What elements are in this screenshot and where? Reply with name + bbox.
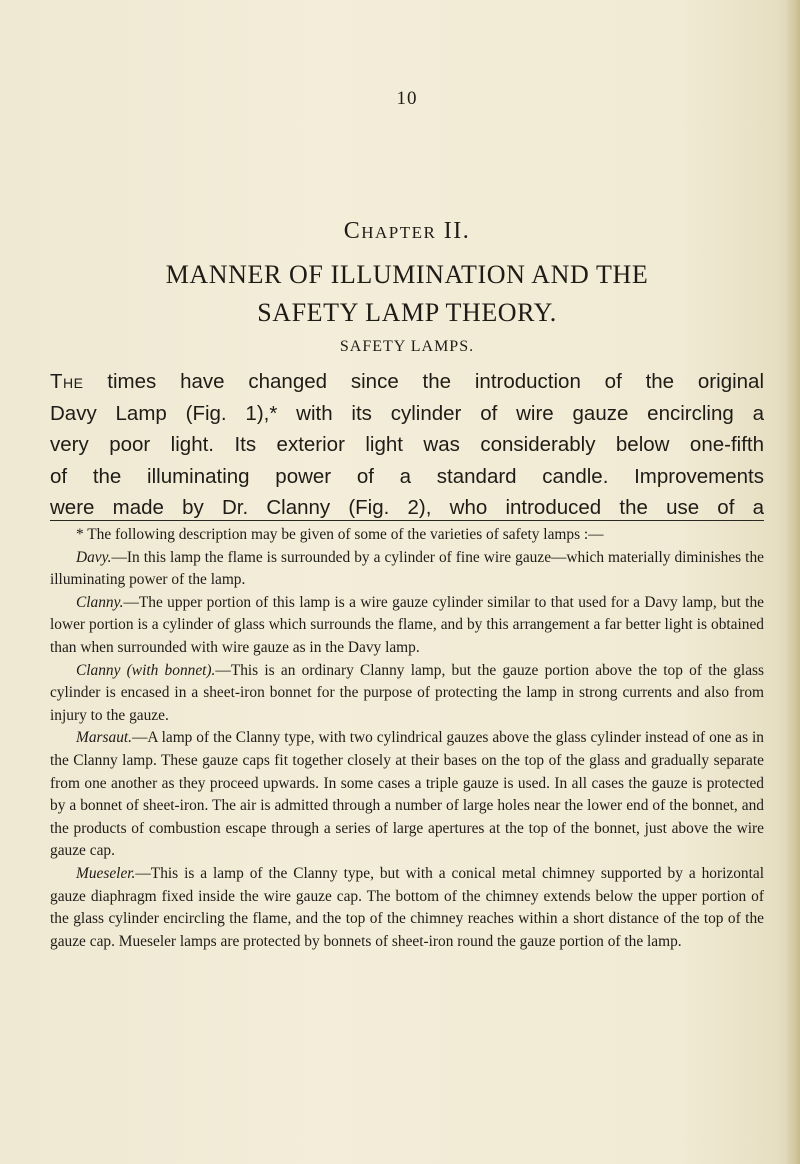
page-edge-shadow (786, 0, 800, 1164)
footnote-term: Clanny (with bonnet). (76, 661, 216, 679)
body-line-4: of the illuminating power of a standard candle. Improvements (50, 464, 764, 488)
footnote-intro (50, 524, 764, 547)
footnote-term: Clanny. (76, 593, 124, 611)
footnote-clanny (50, 592, 764, 660)
section-heading: SAFETY LAMPS. (339, 338, 475, 355)
footnote-term: Marsaut. (76, 729, 133, 747)
body-line-1-rest: times have changed since the introduction of the original (83, 370, 764, 393)
footnote-text: —This is an ordinary Clanny lamp, but the gauze portion above the top of the glass cylinder is encased in a sheet-iron bonnet for the purpose of protecting the lamp in strong currents and also from injury to the gauze. (50, 661, 764, 724)
footnote-clanny-bonnet (50, 660, 764, 728)
footnote-marsaut (50, 727, 764, 863)
footnote-text: —A lamp of the Clanny type, with two cylindrical gauzes above the glass cylinder instead of one as in the Clanny lamp. These gauze caps fit together closely at their bases on the top of the glass and gradually separate from one another as they proceed upwards. In some cases a triple gauze is used. In all cases the gauze is protected by a bonnet of sheet-iron. The air is admitted through a number of large holes near the lower end of the bonnet, and the products of combustion escape through a series of large apertures at the top of the bonnet, just above the wire gauze cap. (50, 729, 764, 860)
footnote-davy (50, 547, 764, 592)
footnote-text: —This is a lamp of the Clanny type, but with a conical metal chimney supported by a horizontal gauze diaphragm fixed inside the wire gauze cap. The bottom of the chimney extends below the upper portion of the glass cylinder encircling the flame, and the top of the chimney reaches within a short distance of the top of the gauze cap. Mueseler lamps are protected by bonnets of sheet-iron round the gauze portion of the lamp. (50, 864, 764, 950)
footnote-mueseler (50, 863, 764, 953)
body-line-3: very poor light. Its exterior light was considerably below one-fifth (50, 433, 764, 456)
body-paragraph (50, 366, 764, 524)
footnote-text: —In this lamp the flame is surrounded by a cylinder of fine wire gauze—which materially diminishes the illuminating power of the lamp. (50, 548, 764, 589)
body-line-1 (50, 366, 764, 398)
footnote-term: Mueseler. (76, 864, 136, 882)
footnotes (50, 524, 764, 953)
page-number: 10 (396, 88, 418, 109)
chapter-title (50, 256, 764, 332)
chapter-heading: Chapter II. (343, 218, 471, 244)
footnote-rule (50, 520, 764, 521)
body-line-2: Davy Lamp (Fig. 1),* with its cylinder of wire gauze encircling a (50, 401, 764, 425)
footnote-text: —The upper portion of this lamp is a wire gauze cylinder similar to that used for a Davy lamp, but the lower portion is a cylinder of glass which surrounds the flame, and by this arrangement a far better light is obtained than when surrounded with wire gauze as in the Davy lamp. (50, 593, 764, 656)
footnote-intro-text: * The following description may be given of some of the varieties of safety lamps :— (76, 526, 604, 543)
footnote-term: Davy. (76, 548, 112, 566)
body-lead-word: The (50, 370, 84, 393)
body-line-5: were made by Dr. Clanny (Fig. 2), who introduced the use of a (50, 496, 764, 519)
chapter-title-line-2: SAFETY LAMP THEORY. (257, 298, 557, 327)
chapter-title-line-1: MANNER OF ILLUMINATION AND THE (165, 260, 649, 289)
